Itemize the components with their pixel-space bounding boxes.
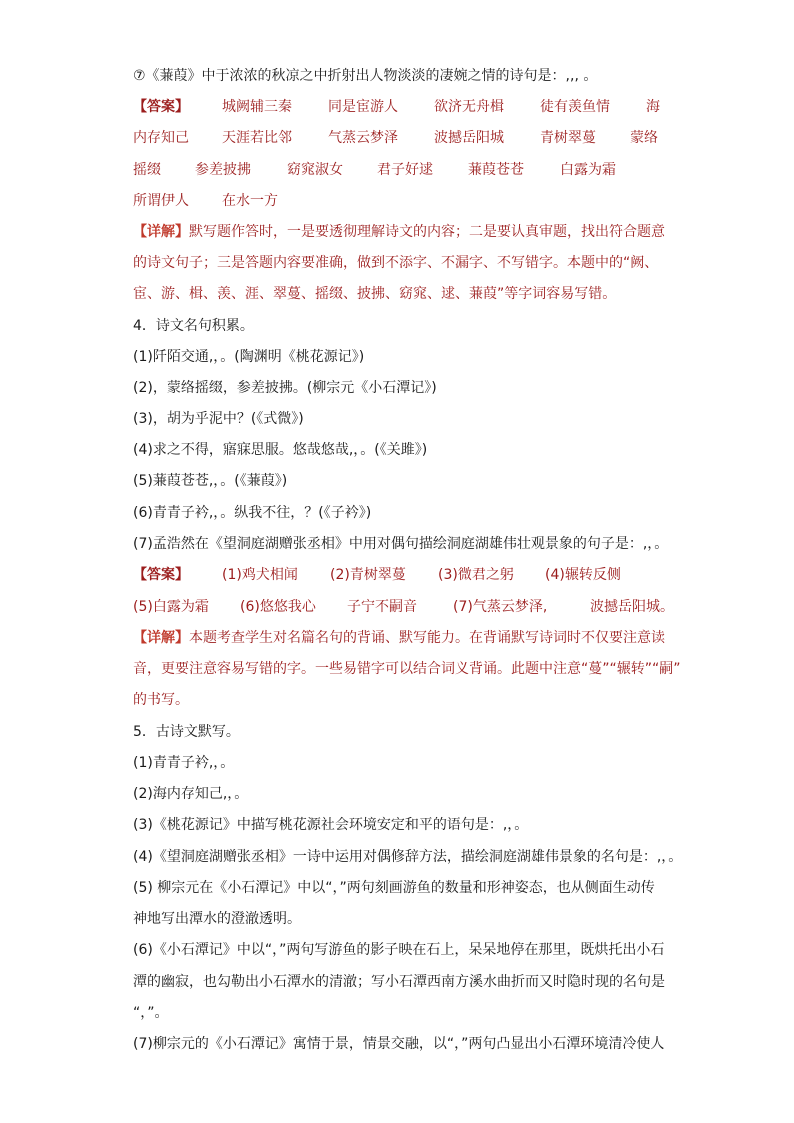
q5-item: (3)《桃花源记》中描写桃花源社会环境安定和平的语句是：,，。 [133, 817, 529, 833]
q5-item: (5) 柳宗元在《小石潭记》中以“，”两句刻画游鱼的数量和形神姿态，也从侧面生动传 [133, 880, 655, 896]
detail-line [133, 628, 665, 648]
answer-item: 窈窕淑女 [287, 162, 343, 178]
answer-item: 摇缀 [133, 162, 161, 178]
q4-item: (1)阡陌交通,，。(陶渊明《桃花源记》) [133, 349, 365, 365]
q5-item: (6)《小石潭记》中以“，”两句写游鱼的影子映在石上，呆呆地停在那里，既烘托出小石 [133, 942, 665, 958]
q4-title: 4．诗文名句积累。 [133, 318, 254, 334]
answer-item: (6)悠悠我心 [240, 599, 316, 615]
answer-item: (4)辗转反侧 [545, 567, 621, 583]
q5-item: 潭的幽寂，也勾勒出小石潭水的清澈；写小石潭西南方溪水曲折而又时隐时现的名句是 [133, 974, 665, 990]
answer-item: 天涯若比邻 [222, 130, 292, 146]
answer-item: 子宁不嗣音 [347, 599, 417, 615]
answer-item: 徒有羡鱼情 [540, 99, 610, 115]
detail-text: 本题考查学生对名篇名句的背诵、默写能力。在背诵默写诗词时不仅要注意读 [189, 630, 665, 646]
answer-item: 波撼岳阳城 [434, 130, 504, 146]
answer-item: 气蒸云梦泽 [328, 130, 398, 146]
detail-line: 音，更要注意容易写错的字。一些易错字可以结合词义背诵。此题中注意“蔓”“辗转”“嗣” [133, 661, 681, 677]
q5-item: (4)《望洞庭湖赠张丞相》一诗中运用对偶修辞方法，描绘洞庭湖雄伟景象的名句是：,，。 [133, 849, 683, 865]
q5-item: “，”。 [133, 1005, 169, 1021]
detail-line [133, 222, 665, 242]
detail-text: 默写题作答时，一是要透彻理解诗文的内容；二是要认真审题，找出符合题意 [189, 224, 665, 240]
answer-item: (2)青树翠蔓 [330, 567, 406, 583]
q5-item: (1)青青子衿,，。 [133, 755, 235, 771]
answer-item: 所谓伊人 [133, 193, 189, 209]
answer-item: 蒙络 [630, 130, 658, 146]
answer-item: (1)鸡犬相闻 [222, 567, 298, 583]
answer-tag-1: 【答案】 [133, 99, 189, 115]
detail-tag-1: 【详解】 [133, 224, 189, 240]
q5-title: 5．古诗文默写。 [133, 724, 240, 740]
q4-item: (2)，蒙络摇缀，参差披拂。(柳宗元《小石潭记》) [133, 380, 437, 396]
answer-item: 波撼岳阳城。 [590, 599, 674, 615]
answer-item: 欲济无舟楫 [434, 99, 504, 115]
answer-item: 内存知己 [133, 130, 189, 146]
answer-item: 白露为霜 [560, 162, 616, 178]
answer-item: 城阙辅三秦 [222, 99, 292, 115]
answer-item: 君子好逑 [377, 162, 433, 178]
detail-line: 的书写。 [133, 692, 189, 708]
q7-prompt: ⑦《蒹葭》中于浓浓的秋凉之中折射出人物淡淡的凄婉之情的诗句是：,,, 。 [133, 68, 598, 84]
q4-item: (3)，胡为乎泥中？(《式微》) [133, 411, 304, 427]
answer-item: 蒹葭苍苍 [468, 162, 524, 178]
answer-tag-2: 【答案】 [133, 567, 189, 583]
answer-item: (5)白露为霜 [133, 599, 209, 615]
answer-item: 同是宦游人 [328, 99, 398, 115]
answer-item: (3)微君之躬 [438, 567, 514, 583]
answer-item: 在水一方 [222, 193, 278, 209]
q5-item: (2)海内存知己,，。 [133, 786, 249, 802]
answer-item: (7)气蒸云梦泽, [453, 599, 548, 615]
detail-tag-2: 【详解】 [133, 630, 189, 646]
q5-item: (7)柳宗元的《小石潭记》寓情于景，情景交融，以“，”两句凸显出小石潭环境清冷使人 [133, 1036, 665, 1052]
answer-item: 参差披拂 [195, 162, 251, 178]
detail-line: 宦、游、楫、羡、涯、翠蔓、摇缀、披拂、窈窕、逑、蒹葭”等字词容易写错。 [133, 286, 617, 302]
q5-item: 神地写出潭水的澄澈透明。 [133, 911, 301, 927]
q4-item: (4)求之不得，寤寐思服。悠哉悠哉,，。(《关雎》) [133, 442, 428, 458]
q4-item: (5)蒹葭苍苍,，。(《蒹葭》) [133, 473, 288, 489]
answer-item: 海 [646, 99, 660, 115]
answer-item: 青树翠蔓 [540, 130, 596, 146]
detail-line: 的诗文句子；三是答题内容要准确，做到不添字、不漏字、不写错字。本题中的“阙、 [133, 255, 659, 271]
q4-item: (6)青青子衿,，。纵我不往，？(《子衿》) [133, 505, 372, 521]
q4-item: (7)孟浩然在《望洞庭湖赠张丞相》中用对偶句描绘洞庭湖雄伟壮观景象的句子是：,，。 [133, 536, 669, 552]
